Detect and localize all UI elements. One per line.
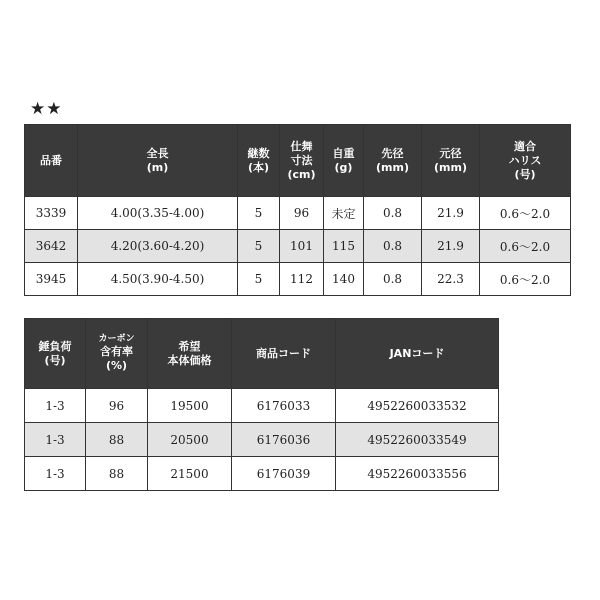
cell-weight: 115 bbox=[324, 230, 364, 263]
cell-product-code: 6176036 bbox=[232, 423, 336, 457]
cell-product-code: 6176039 bbox=[232, 457, 336, 491]
header-text: 適合 bbox=[514, 139, 536, 153]
rating-stars: ★★ bbox=[30, 99, 63, 119]
cell-list-price: 19500 bbox=[148, 389, 232, 423]
header-text: ハリス bbox=[508, 153, 542, 167]
header-text: 希望 bbox=[178, 339, 201, 353]
cell-butt-diameter: 21.9 bbox=[422, 230, 480, 263]
header-text: 錘負荷 bbox=[38, 339, 72, 353]
header-text: 自重 bbox=[332, 146, 355, 160]
header-text: 含有率 bbox=[100, 345, 133, 358]
header-unit: (mm) bbox=[434, 160, 467, 174]
cell-leader: 0.6〜2.0 bbox=[480, 197, 571, 230]
header-text: 寸法 bbox=[290, 153, 313, 167]
table-row bbox=[25, 457, 499, 491]
header-unit: (本) bbox=[247, 160, 270, 174]
cell-weight: 未定 bbox=[324, 197, 364, 230]
cell-tip-diameter: 0.8 bbox=[364, 263, 422, 296]
table-row bbox=[25, 230, 571, 263]
cell-jan-code: 4952260033556 bbox=[336, 457, 499, 491]
header-weight bbox=[324, 125, 364, 197]
header-product-code bbox=[232, 319, 336, 389]
cell-closed-length: 112 bbox=[280, 263, 324, 296]
header-item-number bbox=[25, 125, 78, 197]
cell-leader: 0.6〜2.0 bbox=[480, 230, 571, 263]
cell-list-price: 21500 bbox=[148, 457, 232, 491]
header-jan-code bbox=[336, 319, 499, 389]
cell-leader: 0.6〜2.0 bbox=[480, 263, 571, 296]
cell-sinker-load: 1-3 bbox=[25, 457, 86, 491]
price-table bbox=[24, 318, 499, 491]
header-unit: (cm) bbox=[287, 167, 316, 181]
header-tip-diameter bbox=[364, 125, 422, 197]
cell-sections: 5 bbox=[238, 230, 280, 263]
header-text: 元径 bbox=[439, 146, 462, 160]
cell-butt-diameter: 22.3 bbox=[422, 263, 480, 296]
header-text: 仕舞 bbox=[290, 139, 313, 153]
cell-weight: 140 bbox=[324, 263, 364, 296]
header-list-price bbox=[148, 319, 232, 389]
header-unit: (%) bbox=[105, 359, 128, 372]
cell-butt-diameter: 21.9 bbox=[422, 197, 480, 230]
spec-table bbox=[24, 124, 571, 296]
header-total-length bbox=[78, 125, 238, 197]
table-row bbox=[25, 263, 571, 296]
header-unit: (号) bbox=[44, 353, 66, 367]
cell-sections: 5 bbox=[238, 197, 280, 230]
cell-closed-length: 96 bbox=[280, 197, 324, 230]
header-text: JANコード bbox=[389, 346, 445, 360]
header-text: 先径 bbox=[381, 146, 404, 160]
table-row bbox=[25, 423, 499, 457]
cell-jan-code: 4952260033549 bbox=[336, 423, 499, 457]
cell-closed-length: 101 bbox=[280, 230, 324, 263]
header-text: 商品コード bbox=[256, 346, 311, 360]
cell-carbon-content: 88 bbox=[86, 457, 148, 491]
header-sections bbox=[238, 125, 280, 197]
cell-carbon-content: 96 bbox=[86, 389, 148, 423]
cell-tip-diameter: 0.8 bbox=[364, 197, 422, 230]
header-unit: (g) bbox=[334, 160, 353, 174]
cell-product-code: 6176033 bbox=[232, 389, 336, 423]
header-leader bbox=[480, 125, 571, 197]
cell-jan-code: 4952260033532 bbox=[336, 389, 499, 423]
header-text: 本体価格 bbox=[167, 353, 212, 367]
header-unit: (mm) bbox=[376, 160, 409, 174]
header-sinker-load bbox=[25, 319, 86, 389]
cell-carbon-content: 88 bbox=[86, 423, 148, 457]
header-butt-diameter bbox=[422, 125, 480, 197]
header-text: 品番 bbox=[40, 153, 62, 167]
header-text: 全長 bbox=[146, 146, 169, 160]
cell-total-length: 4.20(3.60-4.20) bbox=[78, 230, 238, 263]
header-unit: (号) bbox=[514, 167, 536, 181]
header-closed-length bbox=[280, 125, 324, 197]
header-text: カーボン bbox=[98, 334, 135, 344]
table-row bbox=[25, 197, 571, 230]
header-unit: (m) bbox=[146, 160, 169, 174]
cell-total-length: 4.00(3.35-4.00) bbox=[78, 197, 238, 230]
header-text: 継数 bbox=[247, 146, 270, 160]
cell-sinker-load: 1-3 bbox=[25, 389, 86, 423]
cell-tip-diameter: 0.8 bbox=[364, 230, 422, 263]
table-row bbox=[25, 389, 499, 423]
cell-total-length: 4.50(3.90-4.50) bbox=[78, 263, 238, 296]
cell-item-number: 3945 bbox=[25, 263, 78, 296]
cell-sections: 5 bbox=[238, 263, 280, 296]
cell-item-number: 3642 bbox=[25, 230, 78, 263]
spec-header-row bbox=[25, 125, 571, 197]
cell-item-number: 3339 bbox=[25, 197, 78, 230]
price-header-row bbox=[25, 319, 499, 389]
header-carbon-content bbox=[86, 319, 148, 389]
cell-list-price: 20500 bbox=[148, 423, 232, 457]
cell-sinker-load: 1-3 bbox=[25, 423, 86, 457]
